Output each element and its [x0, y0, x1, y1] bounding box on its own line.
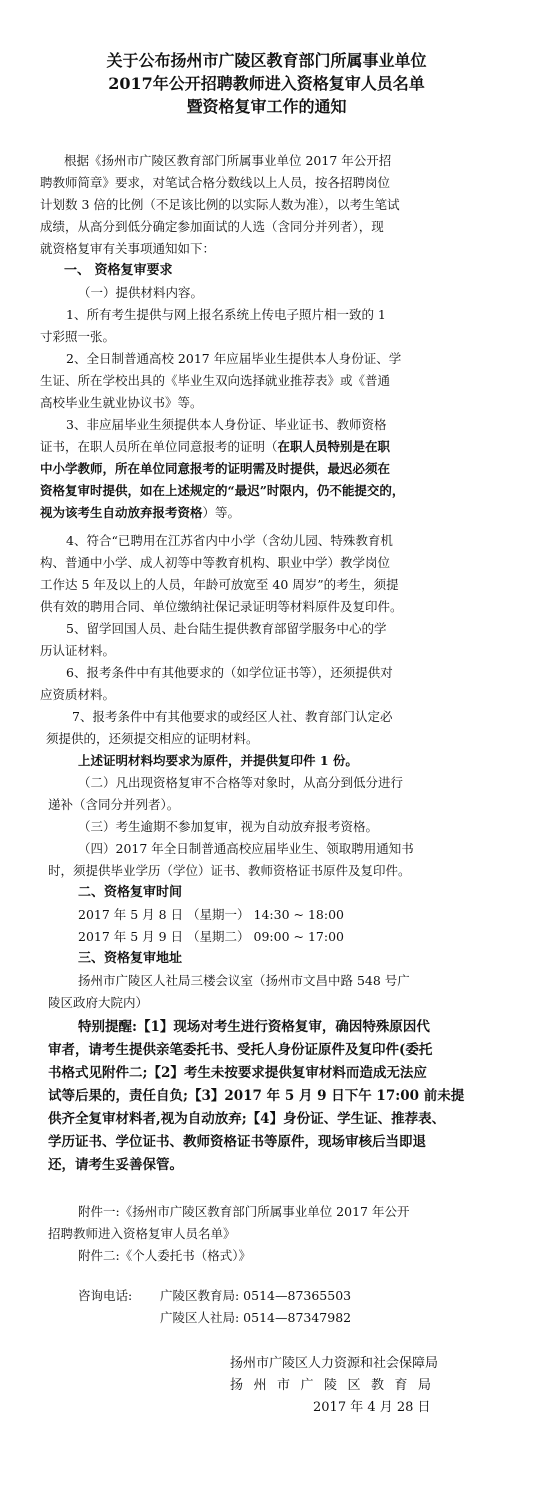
contact-edu-phone: 广陵区教育局: 0514—87365503 — [160, 1288, 352, 1303]
title-line-3: 暨资格复审工作的通知 — [186, 97, 347, 116]
attachment-line: 招聘教师进入资格复审人员名单》 — [48, 1226, 236, 1241]
review-time-2: 2017 年 5 月 9 日 （星期二） 09:00 ~ 17:00 — [78, 929, 344, 944]
intro-line: 根据《扬州市广陵区教育部门所属事业单位 2017 年公开招 — [64, 153, 392, 168]
item-3-line — [40, 436, 390, 458]
item-5-line: 历认证材料。 — [40, 643, 116, 658]
item-2-line: 2、全日制普通高校 2017 年应届毕业生提供本人身份证、学 — [66, 351, 402, 366]
item-7-line: 7、报考条件中有其他要求的或经区人社、教育部门认定必 — [72, 709, 393, 724]
contact-hr-phone: 广陵区人社局: 0514—87347982 — [160, 1310, 352, 1325]
reminder-line: 学历证书、学位证书、教师资格证书等原件，现场审核后当即退 — [48, 1134, 426, 1150]
item-7-line: 须提供的，还须提交相应的证明材料。 — [46, 731, 259, 746]
section-3-heading: 三、资格复审地址 — [78, 951, 183, 966]
item-2-line: 高校毕业生就业协议书》等。 — [40, 395, 203, 410]
reminder-line: 供齐全复审材料者,视为自动放弃;【4】身份证、学生证、推荐表、 — [48, 1111, 446, 1127]
sub-heading-4-line: （四）2017 年全日制普通高校应届毕业生、领取聘用通知书 — [78, 841, 414, 856]
item-3-bold-line: 中小学教师，所在单位同意报考的证明需及时提供，最迟必须在 — [40, 461, 391, 476]
item-3-bold-text: 视为该考生自动放弃报考资格 — [40, 505, 203, 520]
item-4-line: 4、符合“已聘用在江苏省内中小学（含幼儿园、特殊教育机 — [66, 533, 393, 548]
intro-line: 聘教师简章》要求，对笔试合格分数线以上人员，按各招聘岗位 — [40, 175, 391, 190]
signature-date: 2017 年 4 月 28 日 — [313, 1400, 431, 1415]
item-3-bold-text: 在职人员特别是在职 — [277, 439, 391, 454]
review-time-1: 2017 年 5 月 8 日 （星期一） 14:30 ~ 18:00 — [78, 907, 344, 922]
item-3-text: ）等。 — [202, 505, 241, 520]
item-3-text: 证书，在职人员所在单位同意报考的证明（ — [40, 439, 278, 454]
item-4-line: 供有效的聘用合同、单位缴纳社保记录证明等材料原件及复印件。 — [40, 599, 403, 614]
intro-line: 成绩，从高分到低分确定参加面试的人选（含同分并列者），现 — [40, 219, 384, 234]
item-3-bold-line: 资格复审时提供，如在上述规定的“最迟”时限内，仍不能提交的， — [40, 483, 405, 498]
title-line-1: 关于公布扬州市广陵区教育部门所属事业单位 — [106, 51, 427, 70]
item-3-line: 3、非应届毕业生须提供本人身份证、毕业证书、教师资格 — [66, 417, 387, 432]
originals-note: 上述证明材料均要求为原件，并提供复印件 1 份。 — [78, 753, 358, 768]
item-2-line: 生证、所在学校出具的《毕业生双向选择就业推荐表》或《普通 — [40, 373, 391, 388]
intro-line: 计划数 3 倍的比例（不足该比例的以实际人数为准），以考生笔试 — [40, 197, 400, 212]
section-1-heading: 一、 资格复审要求 — [64, 263, 173, 278]
sub-heading-3: （三）考生逾期不参加复审，视为自动放弃报考资格。 — [78, 819, 379, 834]
sub-heading-4-line: 时，须提供毕业学历（学位）证书、教师资格证书原件及复印件。 — [48, 863, 411, 878]
attachment-line: 附件二:《个人委托书（格式）》 — [78, 1248, 251, 1263]
reminder-line: 还，请考生妥善保管。 — [48, 1157, 183, 1173]
item-5-line: 5、留学回国人员、赴台陆生提供教育部留学服务中心的学 — [66, 621, 387, 636]
address-line: 陵区政府大院内） — [48, 995, 149, 1010]
sub-heading-2-line: （二）凡出现资格复审不合格等对象时，从高分到低分进行 — [78, 775, 404, 790]
reminder-line: 审者，请考生提供亲笔委托书、受托人身份证原件及复印件(委托 — [48, 1042, 433, 1058]
attachment-line: 附件一:《扬州市广陵区教育部门所属事业单位 2017 年公开 — [78, 1204, 410, 1219]
contact-label: 咨询电话: — [78, 1288, 133, 1303]
intro-line: 就资格复审有关事项通知如下： — [40, 241, 216, 256]
reminder-line: 试等后果的，责任自负;【3】2017 年 5 月 9 日下午 17:00 前未提 — [48, 1088, 465, 1104]
item-3-line — [40, 502, 240, 524]
sub-heading-2-line: 递补（含同分并列者）。 — [48, 797, 180, 812]
item-4-line: 工作达 5 年及以上的人员，年龄可放宽至 40 周岁”的考生，须提 — [40, 577, 399, 592]
signature-org-hr: 扬州市广陵区人力资源和社会保障局 — [230, 1356, 439, 1371]
address-line: 扬州市广陵区人社局三楼会议室（扬州市文昌中路 548 号广 — [78, 973, 410, 988]
signature-org-edu: 扬州市广陵区教育局 — [230, 1378, 442, 1393]
item-6-line: 6、报考条件中有其他要求的（如学位证书等），还须提供对 — [66, 665, 393, 680]
section-2-heading: 二、资格复审时间 — [78, 885, 183, 900]
item-4-line: 构、普通中小学、成人初等中等教育机构、职业中学）教学岗位 — [40, 555, 391, 570]
sub-heading-1: （一）提供材料内容。 — [78, 285, 204, 300]
title-line-2: 2017年公开招聘教师进入资格复审人员名单 — [108, 74, 425, 93]
item-1-line: 寸彩照一张。 — [40, 329, 116, 344]
reminder-line: 特别提醒:【1】现场对考生进行资格复审，确因特殊原因代 — [78, 1019, 430, 1035]
item-6-line: 应资质材料。 — [40, 687, 116, 702]
item-1-line: 1、所有考生提供与网上报名系统上传电子照片相一致的 1 — [66, 307, 386, 322]
reminder-line: 书格式见附件二;【2】考生未按要求提供复审材料而造成无法应 — [48, 1065, 427, 1081]
